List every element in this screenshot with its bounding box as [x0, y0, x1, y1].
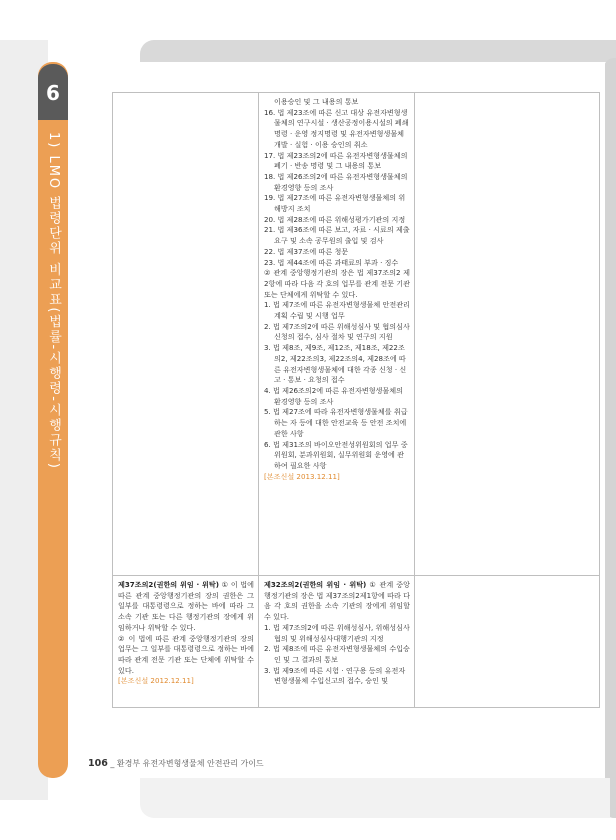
page-bg-right: [604, 58, 616, 818]
article-title: 제37조의2(권한의 위임 · 위탁): [118, 580, 219, 589]
list-item: 17. 법 제23조의2에 따른 유전자변형생물체의 폐기 · 반송 명령 및 그 내용의 통보: [264, 150, 408, 171]
list-item: 22. 법 제37조에 따른 청문: [264, 246, 349, 256]
list-item: 이용승인 및 그 내용의 통보: [274, 97, 359, 106]
list-item: 3. 법 제9조에 따른 시험 · 연구용 등의 유전자변형생물체 수입신고의 접수, 승인 및: [264, 665, 406, 686]
list-item: 2. 법 제7조의2에 따른 위해성심사 및 협의심사 신청의 접수, 심사 절차 및 연구의 지원: [264, 321, 410, 342]
amendment-note: [본조신설 2013.12.11]: [264, 471, 340, 481]
list-item: 3. 법 제8조, 제9조, 제12조, 제18조, 제22조의2, 제22조의3, 제22조의4, 제28조에 따른 유전자변형생물체에 대한 각종 신청 · 신고 · 통보 · 요청의 접수: [264, 343, 407, 385]
page-footer: [88, 758, 264, 769]
article-body: ① 이 법에 따른 관계 중앙행정기관의 장의 권한은 그 일부를 대통령령으로 정하는 바에 따라 그 소속 기관 또는 다른 행정기관의 장에게 위임하거나 위탁할 수 있다.: [118, 580, 255, 632]
list-item: 16. 법 제23조에 따른 신고 대상 유전자변형생물체의 연구시설 · 생산공정이용시설의 폐쇄 명령 · 운영 정지명령 및 유전자변형생물체 개발 · 실험 · 이용 승인의 취소: [264, 107, 409, 149]
rule-cell: [415, 93, 600, 576]
list-item: 19. 법 제27조에 따른 유전자변형생물체의 위해방지 조치: [264, 193, 406, 214]
list-item: 6. 법 제31조의 바이오안전성위원회의 업무 중 위원회, 분과위원회, 실무위원회 운영에 관하여 필요한 사항: [264, 439, 408, 470]
amendment-note: [본조신설 2012.12.11]: [118, 676, 194, 686]
list-item: 23. 법 제44조에 따른 과태료의 부과 · 징수: [264, 257, 399, 267]
law-comparison-table: [112, 92, 600, 708]
article-title: 제32조의2(권한의 위임 · 위탁): [264, 580, 367, 589]
list-item: 4. 법 제26조의2에 따른 유전자변형생물체의 환경영향 등의 조사: [264, 385, 403, 406]
page-bg-bottom: [140, 778, 610, 818]
list-item: 18. 법 제26조의2에 따른 유전자변형생물체의 환경영향 등의 조사: [264, 171, 408, 192]
list-item: 20. 법 제28조에 따른 위해성평가기관의 지정: [264, 214, 406, 224]
list-item: 1. 법 제7조의2에 따른 위해성심사, 위해성심사 협의 및 위해성심사대행기관의 지정: [264, 622, 410, 643]
article-body: ① 관계 중앙행정기관의 장은 법 제37조의2제1항에 따라 다음 각 호의 권한을 소속 기관의 장에게 위임할 수 있다.: [264, 580, 410, 622]
table-row: [113, 576, 600, 708]
list-item: 1. 법 제7조에 따른 유전자변형생물체 안전관리계획 수립 및 시행 업무: [264, 300, 410, 321]
page-number: 106: [88, 758, 108, 769]
list-item: 2. 법 제8조에 따른 유전자변형생물체의 수입승인 및 그 결과의 통보: [264, 644, 410, 664]
chapter-title: 1) LMO 법령단위 비교표(법률-시행령-시행규칙): [46, 132, 61, 470]
decree-cell: [259, 93, 415, 576]
table-row: [113, 93, 600, 576]
page-bg-top: [140, 40, 616, 62]
article-body: ② 이 법에 따른 관계 중앙행정기관의 장의 업무는 그 일부를 대통령령으로 정하는 바에 따라 관계 전문 기관 또는 단체에 위탁할 수 있다.: [118, 633, 254, 675]
list-item: 21. 법 제36조에 따른 보고, 자료 · 시료의 제출 요구 및 소속 공무원의 출입 및 검사: [264, 225, 410, 246]
paragraph: ② 관계 중앙행정기관의 장은 법 제37조의2 제2항에 따라 다음 각 호의 업무를 관계 전문 기관 또는 단체에게 위탁할 수 있다.: [264, 268, 410, 299]
rule-cell: [415, 576, 600, 708]
law-cell: [113, 576, 259, 708]
chapter-number: 6: [38, 64, 68, 120]
footer-text: _ 환경부 유전자변형생물체 안전관리 가이드: [110, 759, 264, 768]
list-item: 5. 법 제27조에 따라 유전자변형생물체를 취급하는 자 등에 대한 안전교육 등 안전 조치에 관한 사항: [264, 407, 408, 438]
decree-cell: [259, 576, 415, 708]
law-cell: [113, 93, 259, 576]
